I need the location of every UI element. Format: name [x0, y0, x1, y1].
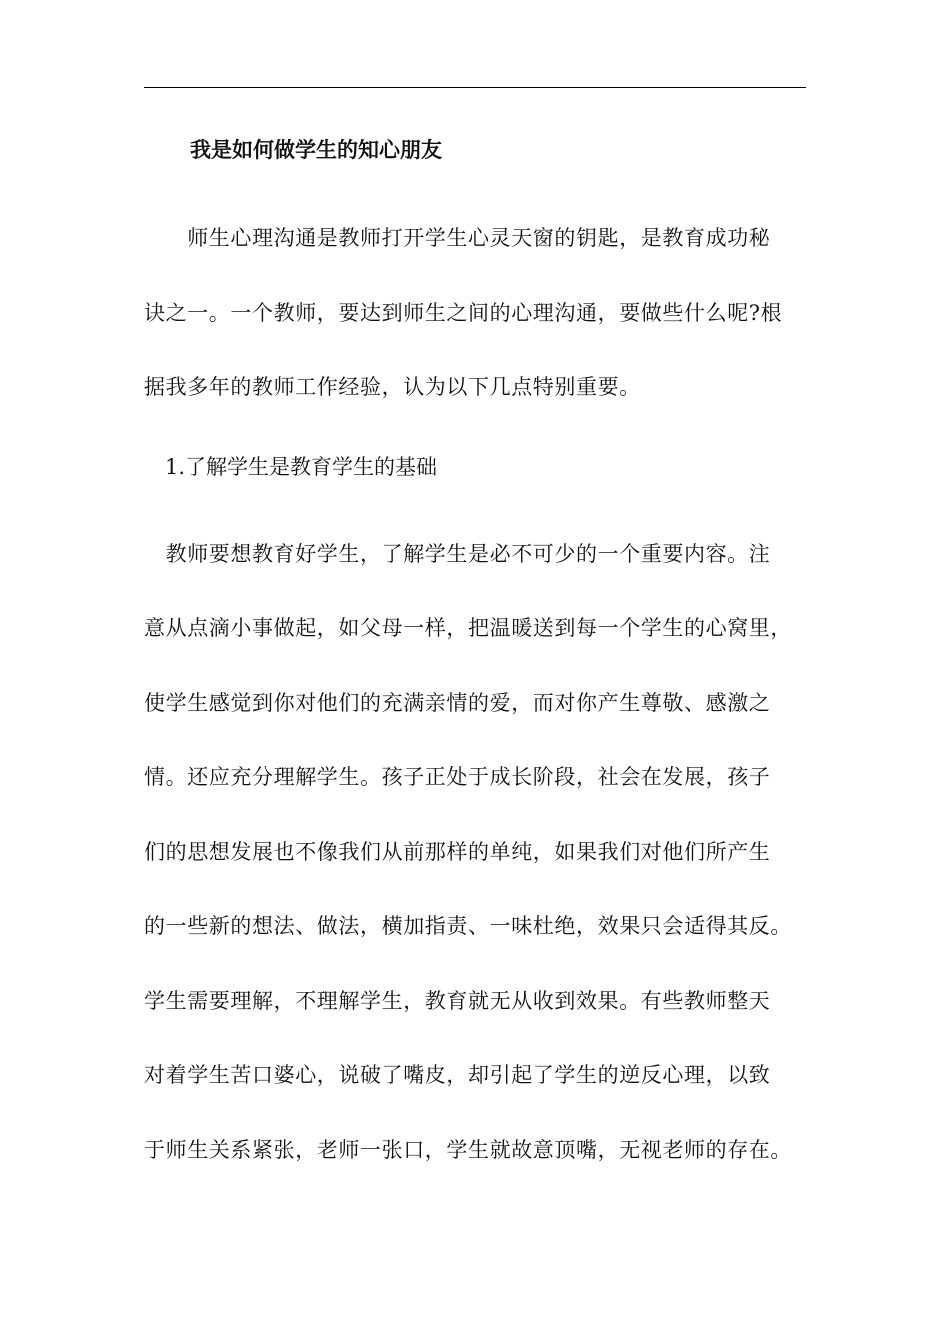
body-line-6: 的一些新的想法、做法，横加指责、一味杜绝，效果只会适得其反。 [144, 914, 792, 938]
intro-line-1: 师生心理沟通是教师打开学生心灵天窗的钥匙，是教育成功秘 [144, 226, 771, 250]
body-line-3: 使学生感觉到你对他们的充满亲情的爱，而对你产生尊敬、感激之 [144, 691, 771, 715]
intro-line-2: 诀之一。一个教师，要达到师生之间的心理沟通，要做些什么呢?根 [144, 301, 783, 325]
body-line-7: 学生需要理解，不理解学生，教育就无从收到效果。有些教师整天 [144, 989, 771, 1013]
body-line-5: 们的思想发展也不像我们从前那样的单纯，如果我们对他们所产生 [144, 840, 771, 864]
body-line-4: 情。还应充分理解学生。孩子正处于成长阶段，社会在发展，孩子 [144, 765, 771, 789]
body-line-1: 教师要想教育好学生，了解学生是必不可少的一个重要内容。注 [144, 542, 771, 566]
intro-line-3: 据我多年的教师工作经验，认为以下几点特别重要。 [144, 375, 641, 399]
header-rule [144, 87, 806, 88]
section-heading: 1.了解学生是教育学生的基础 [165, 455, 438, 479]
body-line-2: 意从点滴小事做起，如父母一样，把温暖送到每一个学生的心窝里， [144, 616, 792, 640]
body-line-8: 对着学生苦口婆心，说破了嘴皮，却引起了学生的逆反心理，以致 [144, 1063, 771, 1087]
document-title: 我是如何做学生的知心朋友 [190, 137, 442, 162]
body-line-9: 于师生关系紧张，老师一张口，学生就故意顶嘴，无视老师的存在。 [144, 1138, 792, 1162]
